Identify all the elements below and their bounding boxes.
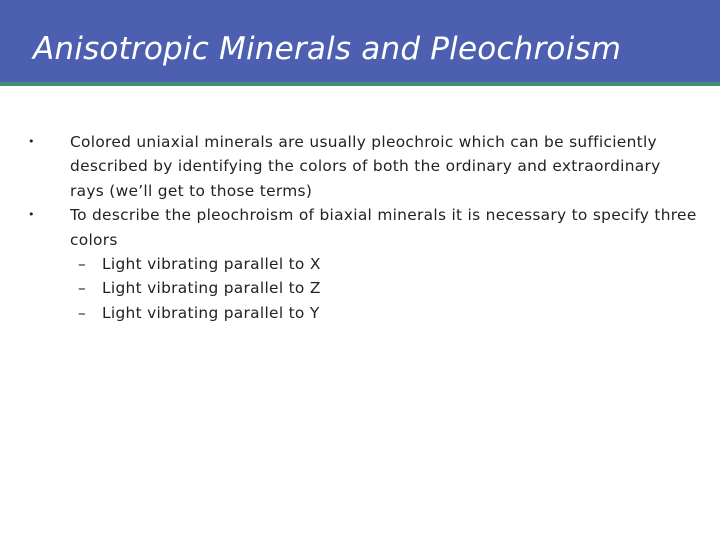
sub-bullet-text: Light vibrating parallel to Z [102,279,321,298]
sub-bullet-marker: – [78,255,86,274]
sub-bullet-text: Light vibrating parallel to X [102,255,321,274]
bullet-marker: • [28,135,35,148]
bullet-item [28,130,698,203]
bullet-item [28,203,698,252]
sub-bullet-text: Light vibrating parallel to Y [102,303,320,322]
slide-content [28,130,698,325]
sub-bullet-list [28,252,698,325]
sub-bullet-item [28,276,698,300]
bullet-text: Colored uniaxial minerals are usually pleochroic which can be sufficiently described by identifying the colors of both the ordinary and extraordinary rays (we’ll get to those terms) [70,133,661,200]
bullet-marker: • [28,208,35,222]
sub-bullet-item [28,301,698,325]
bullet-text: To describe the pleochroism of biaxial minerals it is necessary to specify three colors [70,206,697,249]
sub-bullet-item [28,252,698,276]
slide-title: Anisotropic Minerals and Pleochroism [33,31,622,67]
sub-bullet-marker: – [78,303,86,322]
sub-bullet-marker: – [78,279,86,298]
title-bar [0,0,720,86]
